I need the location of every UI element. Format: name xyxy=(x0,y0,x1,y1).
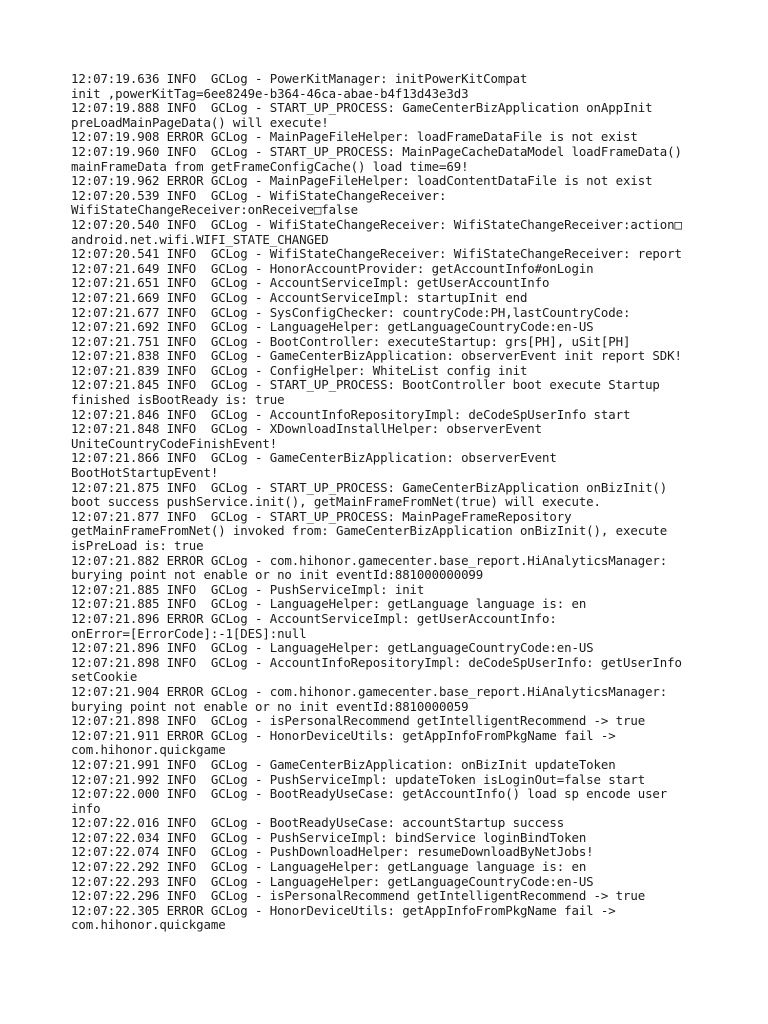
log-line: 12:07:22.305 ERROR GCLog - HonorDeviceUtils: getAppInfoFromPkgName fail -> xyxy=(71,902,616,918)
log-line: 12:07:21.866 INFO GCLog - GameCenterBizApplication: observerEvent xyxy=(71,450,557,466)
log-line: 12:07:21.904 ERROR GCLog - com.hihonor.gamecenter.base_report.HiAnalyticsManager: xyxy=(71,683,668,699)
log-line: 12:07:22.292 INFO GCLog - LanguageHelper: getLanguage language is: en xyxy=(71,859,587,875)
log-line: onError=[ErrorCode]:-1[DES]:null xyxy=(71,625,307,641)
log-line: setCookie xyxy=(71,669,138,685)
log-line: 12:07:21.896 ERROR GCLog - AccountServiceImpl: getUserAccountInfo: xyxy=(71,610,557,626)
log-line: 12:07:21.885 INFO GCLog - LanguageHelper: getLanguage language is: en xyxy=(71,596,587,612)
log-line: 12:07:21.898 INFO GCLog - isPersonalRecommend getIntelligentRecommend -> true xyxy=(71,713,646,729)
log-line: 12:07:21.751 INFO GCLog - BootController: executeStartup: grs[PH], uSit[PH] xyxy=(71,333,631,349)
log-line: preLoadMainPageData() will execute! xyxy=(71,114,329,130)
log-line: 12:07:19.960 INFO GCLog - START_UP_PROCESS: MainPageCacheDataModel loadFrameData() xyxy=(71,143,682,159)
log-line: 12:07:21.896 INFO GCLog - LanguageHelper: getLanguageCountryCode:en-US xyxy=(71,640,594,656)
log-line: 12:07:22.296 INFO GCLog - isPersonalRecommend getIntelligentRecommend -> true xyxy=(71,888,646,904)
log-line: 12:07:21.882 ERROR GCLog - com.hihonor.gamecenter.base_report.HiAnalyticsManager: xyxy=(71,552,668,568)
log-line: 12:07:21.845 INFO GCLog - START_UP_PROCESS: BootController boot execute Startup xyxy=(71,377,660,393)
log-line: burying point not enable or no init eventId:881000000099 xyxy=(71,567,484,583)
log-line: UniteCountryCodeFinishEvent! xyxy=(71,435,278,451)
log-line: 12:07:21.846 INFO GCLog - AccountInfoRepositoryImpl: deCodeSpUserInfo start xyxy=(71,406,631,422)
log-line: com.hihonor.quickgame xyxy=(71,917,226,933)
log-line: 12:07:20.541 INFO GCLog - WifiStateChangeReceiver: WifiStateChangeReceiver: report xyxy=(71,246,682,262)
log-line: 12:07:19.636 INFO GCLog - PowerKitManager: initPowerKitCompat xyxy=(71,71,528,86)
log-line: 12:07:21.911 ERROR GCLog - HonorDeviceUtils: getAppInfoFromPkgName fail -> xyxy=(71,727,616,743)
log-line: 12:07:21.877 INFO GCLog - START_UP_PROCESS: MainPageFrameRepository xyxy=(71,508,572,524)
log-line: com.hihonor.quickgame xyxy=(71,742,226,758)
log-line: isPreLoad is: true xyxy=(71,538,204,553)
log-line: info xyxy=(71,800,101,816)
log-line: 12:07:22.293 INFO GCLog - LanguageHelper: getLanguageCountryCode:en-US xyxy=(71,873,594,889)
log-line: boot success pushService.init(), getMainFrameFromNet(true) will execute. xyxy=(71,494,601,510)
log-line: 12:07:21.992 INFO GCLog - PushServiceImpl: updateToken isLoginOut=false start xyxy=(71,771,646,787)
log-line: android.net.wifi.WIFI_STATE_CHANGED xyxy=(71,231,329,247)
log-text-block xyxy=(71,72,711,933)
log-line: 12:07:21.677 INFO GCLog - SysConfigChecker: countryCode:PH,lastCountryCode: xyxy=(71,304,631,320)
log-line: 12:07:19.962 ERROR GCLog - MainPageFileHelper: loadContentDataFile is not exist xyxy=(71,173,653,189)
log-line: finished isBootReady is: true xyxy=(71,392,285,408)
log-line: 12:07:21.669 INFO GCLog - AccountServiceImpl: startupInit end xyxy=(71,289,528,305)
log-line: 12:07:21.885 INFO GCLog - PushServiceImpl: init xyxy=(71,581,425,597)
log-line: 12:07:21.991 INFO GCLog - GameCenterBizApplication: onBizInit updateToken xyxy=(71,756,616,772)
log-line: 12:07:21.839 INFO GCLog - ConfigHelper: WhiteList config init xyxy=(71,362,528,378)
log-line: 12:07:19.888 INFO GCLog - START_UP_PROCESS: GameCenterBizApplication onAppInit xyxy=(71,100,653,116)
log-line: init ,powerKitTag=6ee8249e-b364-46ca-abae-b4f13d43e3d3 xyxy=(71,85,469,101)
log-line: 12:07:22.000 INFO GCLog - BootReadyUseCase: getAccountInfo() load sp encode user xyxy=(71,786,668,802)
log-line: 12:07:21.848 INFO GCLog - XDownloadInstallHelper: observerEvent xyxy=(71,421,543,437)
log-line: 12:07:20.540 INFO GCLog - WifiStateChangeReceiver: WifiStateChangeReceiver:action□ xyxy=(71,216,682,232)
log-line: burying point not enable or no init eventId:8810000059 xyxy=(71,698,469,714)
log-line: 12:07:21.651 INFO GCLog - AccountServiceImpl: getUserAccountInfo xyxy=(71,275,550,291)
log-line: BootHotStartupEvent! xyxy=(71,465,219,481)
log-line: 12:07:20.539 INFO GCLog - WifiStateChangeReceiver: xyxy=(71,187,447,203)
log-line: mainFrameData from getFrameConfigCache() load time=69! xyxy=(71,158,469,174)
log-line: 12:07:22.016 INFO GCLog - BootReadyUseCase: accountStartup success xyxy=(71,815,565,831)
log-line: 12:07:22.034 INFO GCLog - PushServiceImpl: bindService loginBindToken xyxy=(71,829,587,845)
log-line: getMainFrameFromNet() invoked from: GameCenterBizApplication onBizInit(), execute xyxy=(71,523,668,539)
log-line: 12:07:21.649 INFO GCLog - HonorAccountProvider: getAccountInfo#onLogin xyxy=(71,260,594,276)
log-line: 12:07:19.908 ERROR GCLog - MainPageFileHelper: loadFrameDataFile is not exist xyxy=(71,129,638,145)
log-line: 12:07:21.898 INFO GCLog - AccountInfoRepositoryImpl: deCodeSpUserInfo: getUserInfo xyxy=(71,654,682,670)
log-line: WifiStateChangeReceiver:onReceive□false xyxy=(71,202,359,218)
log-line: 12:07:22.074 INFO GCLog - PushDownloadHelper: resumeDownloadByNetJobs! xyxy=(71,844,594,860)
log-line: 12:07:21.692 INFO GCLog - LanguageHelper: getLanguageCountryCode:en-US xyxy=(71,319,594,335)
log-line: 12:07:21.838 INFO GCLog - GameCenterBizApplication: observerEvent init report SDK! xyxy=(71,348,682,364)
log-line: 12:07:21.875 INFO GCLog - START_UP_PROCESS: GameCenterBizApplication onBizInit() xyxy=(71,479,668,495)
